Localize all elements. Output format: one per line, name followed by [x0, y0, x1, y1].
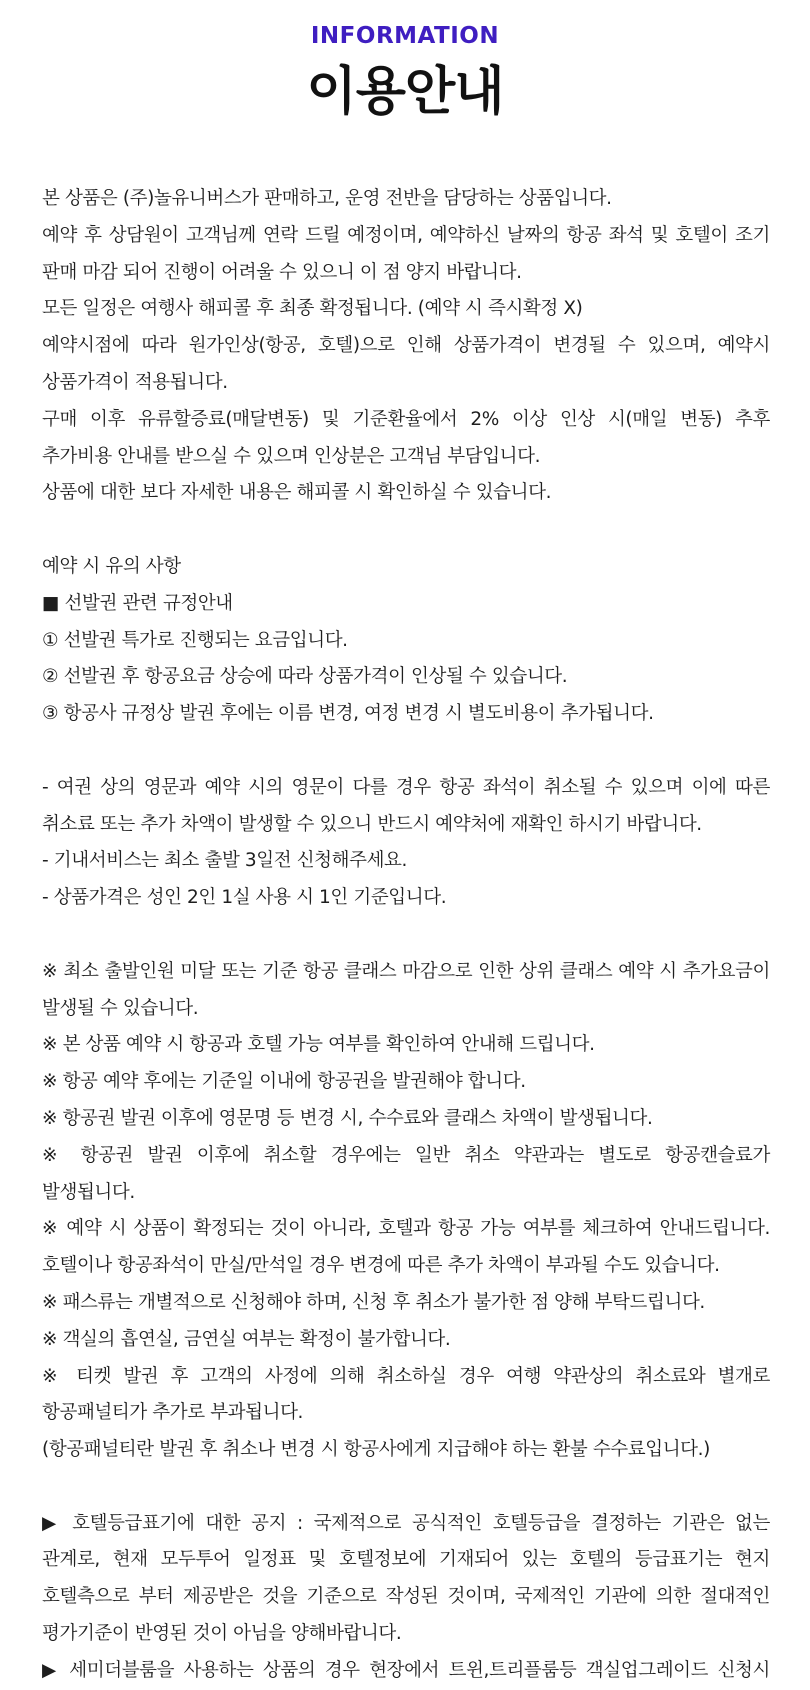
page-title: 이용안내 — [306, 62, 504, 122]
hotel-notice: ▶ 호텔등급표기에 대한 공지 : 국제적으로 공식적인 호텔등급을 결정하는 기관은 없는 — [42, 1512, 770, 1534]
note-item: ※ 항공권 발권 이후에 영문명 등 변경 시, 수수료와 클래스 차액이 발생됩니다. — [42, 1107, 653, 1129]
note-item: ※ 항공 예약 후에는 기준일 이내에 항공권을 발권해야 합니다. — [42, 1071, 526, 1093]
blank-line — [42, 1469, 770, 1506]
note-item: (항공패널티란 발권 후 취소나 변경 시 항공사에게 지급해야 하는 환불 수수료입니다.) — [42, 1439, 710, 1461]
numbered-item: ① 선발권 특가로 진행되는 요금입니다. — [42, 629, 348, 651]
notice-line: 본 상품은 (주)놀유니버스가 판매하고, 운영 전반을 담당하는 상품입니다. — [42, 188, 612, 209]
section-heading: 예약 시 유의 사항 — [42, 555, 181, 577]
hotel-notice: 관계로, 현재 모두투어 일정표 및 호텔정보에 기재되어 있는 호텔의 등급표기는 현지 — [42, 1549, 770, 1571]
notice-line: 추가비용 안내를 받으실 수 있으며 인상분은 고객님 부담입니다. — [42, 445, 541, 467]
subsection-heading: ■ 선발권 관련 규정안내 — [42, 592, 233, 614]
note-item: 발생됩니다. — [42, 1181, 135, 1203]
notice-line: 예약시점에 따라 원가인상(항공, 호텔)으로 인해 상품가격이 변경될 수 있으며, 예약시 — [42, 335, 770, 357]
note-item: 항공패널티가 추가로 부과됩니다. — [42, 1402, 304, 1424]
numbered-item: ③ 항공사 규정상 발권 후에는 이름 변경, 여정 변경 시 별도비용이 추가됩니다. — [42, 703, 654, 725]
hotel-notice: ▶ 세미더블룸을 사용하는 상품의 경우 현장에서 트윈,트리플룸등 객실업그레이드 신청시 — [42, 1659, 770, 1681]
dash-item: - 여권 상의 영문과 예약 시의 영문이 다를 경우 항공 좌석이 취소될 수 있으며 이에 따른 — [42, 776, 770, 798]
notice-line: 판매 마감 되어 진행이 어려울 수 있으니 이 점 양지 바랍니다. — [42, 261, 522, 283]
note-item: 발생될 수 있습니다. — [42, 997, 199, 1019]
note-item: ※ 항공권 발권 이후에 취소할 경우에는 일반 취소 약관과는 별도로 항공캔슬료가 — [42, 1144, 770, 1166]
section-eyebrow: INFORMATION — [310, 23, 500, 49]
note-item: 호텔이나 항공좌석이 만실/만석일 경우 변경에 따른 추가 차액이 부과될 수도 있습니다. — [42, 1255, 720, 1277]
note-item: ※ 패스류는 개별적으로 신청해야 하며, 신청 후 취소가 불가한 점 양해 부탁드립니다. — [42, 1291, 705, 1313]
note-item: ※ 객실의 흡연실, 금연실 여부는 확정이 불가합니다. — [42, 1328, 451, 1350]
dash-item: - 상품가격은 성인 2인 1실 사용 시 1인 기준입니다. — [42, 887, 447, 909]
dash-item: 취소료 또는 추가 차액이 발생할 수 있으니 반드시 예약처에 재확인 하시기 바랍니다. — [42, 813, 702, 835]
notice-line: 모든 일정은 여행사 해피콜 후 최종 확정됩니다. (예약 시 즉시확정 X) — [42, 298, 583, 320]
note-item: ※ 예약 시 상품이 확정되는 것이 아니라, 호텔과 항공 가능 여부를 체크하여 안내드립니다. — [42, 1218, 770, 1240]
page-header — [0, 0, 810, 130]
notice-line: 구매 이후 유류할증료(매달변동) 및 기준환율에서 2% 이상 인상 시(매일 변동) 추후 — [42, 408, 770, 430]
notice-line: 상품에 대한 보다 자세한 내용은 해피콜 시 확인하실 수 있습니다. — [42, 482, 552, 504]
hotel-notice: 평가기준이 반영된 것이 아님을 양해바랍니다. — [42, 1623, 402, 1645]
information-body — [42, 181, 770, 1690]
note-item: ※ 본 상품 예약 시 항공과 호텔 가능 여부를 확인하여 안내해 드립니다. — [42, 1034, 595, 1056]
dash-item: - 기내서비스는 최소 출발 3일전 신청해주세요. — [42, 850, 408, 872]
note-item: ※ 최소 출발인원 미달 또는 기준 항공 클래스 마감으로 인한 상위 클래스 예약 시 추가요금이 — [42, 960, 770, 982]
blank-line — [42, 917, 770, 954]
numbered-item: ② 선발권 후 항공요금 상승에 따라 상품가격이 인상될 수 있습니다. — [42, 666, 568, 688]
note-item: ※ 티켓 발권 후 고객의 사정에 의해 취소하실 경우 여행 약관상의 취소료와 별개로 — [42, 1365, 770, 1387]
notice-line: 상품가격이 적용됩니다. — [42, 371, 228, 393]
blank-line — [42, 512, 770, 549]
blank-line — [42, 733, 770, 770]
notice-line: 예약 후 상담원이 고객님께 연락 드릴 예정이며, 예약하신 날짜의 항공 좌석 및 호텔이 조기 — [42, 224, 770, 246]
hotel-notice: 호텔측으로 부터 제공받은 것을 기준으로 작성된 것이며, 국제적인 기관에 의한 절대적인 — [42, 1586, 770, 1608]
